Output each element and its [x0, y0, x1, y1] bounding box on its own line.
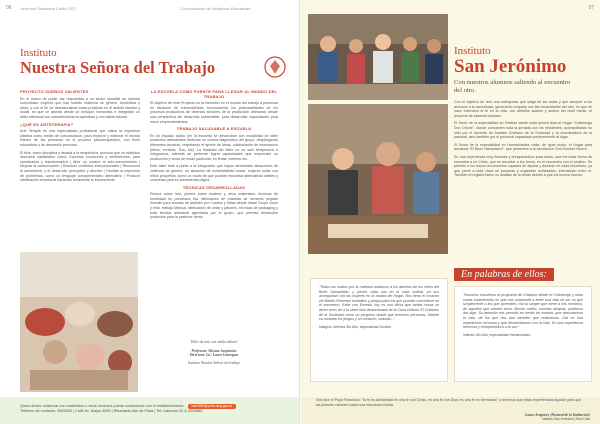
quote-left-text: "Todos los martes por la mañana asistimos a los abuelos de los ciclos del Buen Samaritano, y jueves cada uno en la casa ordinal, ya sus acompañan con las mujeres en la ciudad del Hogar. Nos llena el corazón ver Benito Restrepo estribillos y juegos para los que puedan convertirse en el encuentro. Estar con Ernesto hoy es una dicha que tantas cosas se dicen vivos de a la clase lista deslumbrada de la Casa Ordinal. El Cristiano de la Sociedad como un progreso desde que tenemos personas, Hobbie va rezando los juegos y un contacto, cuantas..."	[319, 285, 439, 322]
contact-text: Quien desee colaborar con materiales u otros recursos puede contactarse con el establecimiento:	[20, 404, 185, 408]
institute-logo-icon	[264, 56, 286, 78]
signature-line-2: Profesora: Silvana Jacquinias	[191, 348, 237, 353]
section-heading-escuela: LA ESCUELA COMO FUENTE PARA LLEGAR AL MUNDO DEL TRABAJO	[150, 90, 278, 99]
signature-name: Laura Aragonés (Pastoral de la Institución)	[525, 413, 590, 417]
left-bottom-text	[20, 404, 300, 414]
contact-email: nsl2455@pnsv.dsg.gov.ar	[188, 404, 235, 409]
quote-right-text: "Nosotros estuvimos al programa de Cristiano desde el Cottolengo y otras varias experiencias en que nos sorprende a tener una vida de ser no que simplemente a los que aprenden, con la sangre que viene a mis hombros, de aquellos que sienten amor. Mucho cariño, muchas alegrías, podemos dar algo. Su atención nos permitió en medio de nuestro, que descubrimos la vida, de los que nos dan también que realizamos. Dar es una experiencia hermosa y que desarrollamos con la vida. Es una experiencia hermosa y enriquecedora a la vez."	[463, 293, 583, 330]
signature-line-1: Taller de arte con salida laboral	[190, 340, 238, 344]
quote-left-label: Milagros Jiménez 6to Año, especialidad Gestión	[319, 324, 392, 329]
crafts-photo	[20, 252, 138, 392]
right-title	[454, 46, 574, 94]
signature-line-3: Directora: Lic. Laura Castrogna	[189, 353, 239, 358]
section-heading-tecnicas: TÉCNICAS DESARROLLADAS	[182, 184, 246, 190]
right-title-small: Instituto	[454, 45, 491, 57]
left-title-small: Instituto	[20, 47, 57, 59]
right-column	[454, 100, 592, 270]
right-subtitle: Con nuestros alumnos saliendo al encuentro del otro.	[454, 79, 571, 94]
quote-header: En palabras de ellos:	[454, 268, 554, 281]
left-signature	[150, 340, 278, 365]
right-page-number: 07	[588, 5, 594, 11]
paragraph: El Sexto de la especialidad en Humanidades visita, de igual modo, el Hogar para ancianos "El Buen Samaritano", que pertenece a la Asociación Civil Hombre Nuevo.	[454, 142, 592, 152]
left-page-number: 06	[6, 5, 12, 11]
paragraph: En una experiencia muy fecunda y enriquecedora para todos, una hermosa forma de encontrar a mi Cristo, que es anunciar a los Jesús, en el encuentro con el prójimo. Se permite a los chicos reconocerse capaces de ayudar y donarse en cada encuentro, ya que prevé a toda chica se preparan y organizan actividades, interactúan entre sí. También el registra faces un análisis de la vivido debido a que los mueva mucho.	[454, 154, 592, 178]
quote-left	[310, 278, 448, 382]
paragraph: Pintura sobre tela, pintura sobre madera y otros materiales, técnicas de modelado en porcelana fría, fabricación de macetas de cemento pegado formato para armado de jardines por Cuartos y Salas desde Inicial Grupo como y esto, trabajo Manual, fabricación de velas y jabones, técnicas de packaging y toda técnica artesanal agendada por el grupo, que permita desarrollar productos para la posterior venta.	[150, 192, 278, 220]
activity-photo	[308, 104, 448, 254]
visit-photo	[308, 14, 448, 100]
left-running-head-center: Comunicación de Iniciativas Educativas	[180, 6, 251, 11]
paragraph: En el marco de poder dar respuestas a un sector sensible de nuestra comunidad: mujeres que han sufrido violencia de género, doméstica y otras, y con el fin de desnaturalizar estas prácticas en el ámbito familiar y social, es que se aborda desde un enfoque humanista e integrador un taller artesanal con características terapéuticas y con salida laboral.	[20, 96, 140, 119]
left-title	[20, 48, 215, 77]
right-bottom-text: Nos dice el Papa Francisco: "la fe es solidaridad en una fe con Cristo, es una fe con Dios; es una fe en hermanos" y creemos que estas experiencias ayudan para que los jóvenes caminen hacia una educación lúcida.	[316, 398, 582, 407]
paragraph: El Arte, como disciplina y llevada a la terapéutica, provoca que un individuo descubra habilidades como: Expresar emociones y sentimientos, para canalizarlos y transformarlos | Abrir un camino al auto-conocimiento | Mejorar la comunicación | Resolver conflictos interpersonales | Reconocer la autoestima, y el desarrollo perceptivo y afectivo | Facilitar la expresión de problemas, como un lenguaje complementario alternativo | Producir clarificación emocional haciendo consciente lo inconsciente	[20, 150, 140, 183]
paragraph: Con el objetivo de vivir una catequesis que salga de las aulas y que siempre a los alumnos a la comunidad, generando empatía con las necesidades del otro, en que se hace extensivo la fe en la vida, con ámbitos suaves y ambos del nivel medio, el proyecto de pastoral solidario.	[454, 100, 592, 118]
right-signature	[460, 413, 590, 421]
left-column-2	[150, 90, 278, 330]
left-title-big: Nuestra Señora del Trabajo	[20, 58, 216, 77]
section-heading-trabajo: TRABAJO SALUDABLE A ESCUELA	[176, 126, 252, 132]
paragraph: Este taller está a punta a la integración que hayan atravesado situaciones de violencia de género, en situación de vulnerabilidad social, mujeres solas con niños pequeños, como un modo de que puedan encontrar alternativas viables y concretas para su subsistencia digna.	[150, 164, 278, 183]
paragraph: El Sexto de la especialidad en Gestión asiste cada quince días al Hogar "Cottolengo Don Orione", donde comparten toda la jornada con los residentes, acompañados no sólo por el docente de Análisis Cristiano de la Sociedad y la coordinadora de la pastoral, sino también por el personal capacitado perteneciente al lugar.	[454, 121, 592, 140]
contact-details: Teléfono de contacto: 4569653 | Calle Av. Maipú 5690 | Ribadavia Mar de Plata | Tel: Llamada 32-4-2024665	[20, 409, 203, 413]
quote-right-label: Valentín 6to Año, especialidad Humanidades	[463, 332, 531, 337]
signature-line-4: Instituto Nuestra Señora del trabajo	[187, 360, 241, 365]
right-title-big: San Jerónimo	[454, 56, 567, 77]
paragraph: En un espacio áulico (en la escuela) se desarrollan con modalidad de taller productos artesanales teniendo en cuenta diagnóstico del grupo, despliegando diferentes técnicas, respetando el aporte de ideas, colaboración de información (libros, revistas, Tics, etc). La finalidad del taller no es solo terapéutica e integradora, además se pretende lograr capacidades que emprender su producción y venta de modo particular, en ferias, eventos etc.	[150, 133, 278, 161]
paragraph: El objetivo de este Proyecto es la inserción en el mundo del trabajo a personas en situación de vulnerabilidad, reconociendo los potencialidades de los procesos productivos de diversos sectores de la producción artesanal, desde una perspectiva del desarrollo sustentable, para desarrollar capacidades para micro emprendimientos.	[150, 101, 278, 124]
left-column-1	[20, 90, 140, 240]
quote-right	[454, 286, 592, 382]
section-heading-suenos: PROYECTO SUEÑOS VALIENTES	[20, 90, 89, 94]
paragraph: Arte Terapia es una especialidad profesional que utiliza la expresión plástica como medio de comunicación, para explorar y elaborar el mundo interno de las personas en el proceso psicoterapéutico, con fines educativos y de desarrollo personal.	[20, 129, 140, 147]
left-running-head: Juventud Salesiana Cadiz 2017	[20, 6, 77, 11]
right-page	[300, 0, 600, 424]
signature-role: Instituto San Jerónimo | Ruiz Díaz	[541, 417, 590, 421]
section-heading-arteterapia: ¿QUÉ ES ARTETERAPIA?	[20, 121, 74, 127]
